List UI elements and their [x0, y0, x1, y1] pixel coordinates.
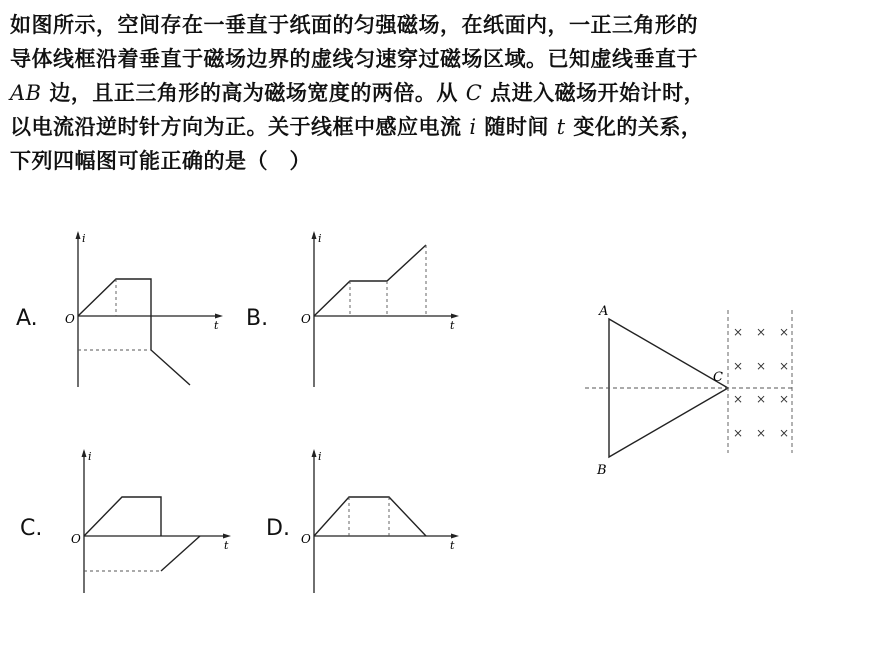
vertex-c-label: C — [713, 370, 723, 385]
field-x-2: × — [756, 325, 767, 339]
field-x-6: × — [779, 359, 790, 373]
graph-d-origin: O — [301, 532, 311, 546]
graph-d — [296, 443, 466, 603]
graph-d-y-arrow — [312, 449, 317, 457]
graph-c-xlabel: t — [224, 539, 229, 552]
graph-a-ylabel: i — [82, 232, 86, 245]
graph-c-x-arrow — [223, 534, 231, 539]
graph-a-x-arrow — [215, 314, 223, 319]
vertex-b-label: B — [597, 463, 607, 478]
option-d-label[interactable]: D. — [266, 516, 290, 541]
field-x-5: × — [756, 359, 767, 373]
field-x-3: × — [779, 325, 790, 339]
option-c-label[interactable]: C. — [20, 516, 43, 541]
field-x-7: × — [733, 392, 744, 406]
graph-d-curve — [314, 497, 426, 536]
var-t: t — [556, 115, 566, 139]
question-line-1: 如图所示，空间存在一垂直于纸面的匀强磁场，在纸面内，一正三角形的 — [10, 12, 698, 37]
graph-a-xlabel: t — [214, 319, 219, 332]
graph-a — [60, 225, 230, 395]
graph-b-y-arrow — [312, 231, 317, 239]
field-x-1: × — [733, 325, 744, 339]
graph-a-curve — [78, 279, 190, 385]
graph-b — [296, 225, 466, 395]
field-x-8: × — [756, 392, 767, 406]
graph-a-y-arrow — [76, 231, 81, 239]
triangle-frame — [609, 319, 728, 457]
question-line-4-mid: 随时间 — [476, 114, 557, 139]
field-x-4: × — [733, 359, 744, 373]
graph-c-curve-neg — [161, 536, 200, 571]
graph-c-ylabel: i — [88, 450, 92, 463]
graph-b-curve — [314, 245, 426, 316]
magnetic-field-marks — [733, 325, 789, 440]
graph-b-xlabel: t — [450, 319, 455, 332]
field-x-9: × — [779, 392, 790, 406]
graph-a-origin: O — [65, 312, 75, 326]
field-x-11: × — [756, 426, 767, 440]
question-line-3-post: 点进入磁场开始计时， — [482, 80, 706, 105]
option-a-label[interactable]: A. — [16, 306, 38, 331]
graph-b-ylabel: i — [318, 232, 322, 245]
field-x-12: × — [779, 426, 790, 440]
triangle-field-figure — [580, 295, 810, 495]
graph-c-origin: O — [71, 532, 81, 546]
question-line-3 — [10, 76, 885, 110]
graph-c — [66, 443, 246, 603]
question-line-4 — [10, 110, 885, 144]
graph-d-xlabel: t — [450, 539, 455, 552]
question-line-3-mid: 边，且正三角形的高为磁场宽度的两倍。从 — [41, 80, 466, 105]
graph-c-y-arrow — [82, 449, 87, 457]
graph-b-x-arrow — [451, 314, 459, 319]
var-c: C — [465, 81, 483, 105]
vertex-a-label: A — [599, 304, 609, 319]
question-line-4-post: 变化的关系， — [565, 114, 703, 139]
graph-b-origin: O — [301, 312, 311, 326]
var-i: i — [469, 115, 477, 139]
graph-d-ylabel: i — [318, 450, 322, 463]
field-x-10: × — [733, 426, 744, 440]
question-line-4-pre: 以电流沿逆时针方向为正。关于线框中感应电流 — [10, 114, 470, 139]
var-ab: AB — [10, 81, 42, 105]
option-b-label[interactable]: B. — [246, 306, 269, 331]
question-text — [10, 8, 885, 178]
graph-c-curve — [84, 497, 161, 536]
question-line-2: 导体线框沿着垂直于磁场边界的虚线匀速穿过磁场区域。已知虚线垂直于 — [10, 46, 698, 71]
question-line-5: 下列四幅图可能正确的是（ ） — [10, 148, 311, 173]
graph-d-x-arrow — [451, 534, 459, 539]
